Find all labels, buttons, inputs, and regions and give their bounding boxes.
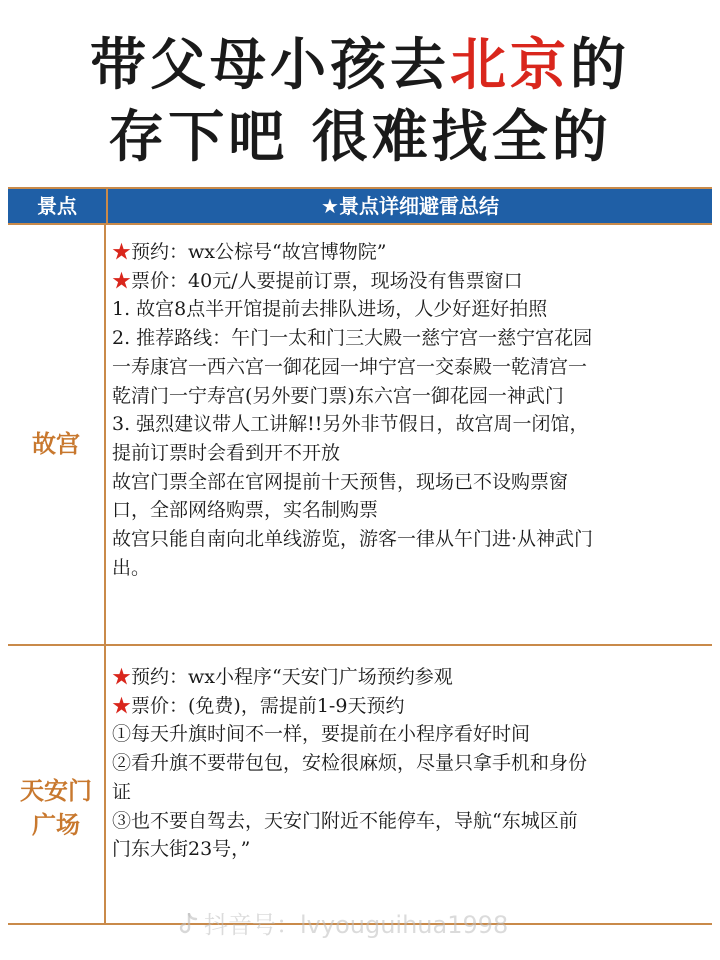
- detail-line: 口，全部网络购票，实名制购票: [112, 499, 379, 522]
- detail-line: 一寿康宫一西六宫一御花园一坤宁宫一交泰殿一乾清宫一: [112, 355, 588, 378]
- attraction-name-gugong: [8, 427, 104, 461]
- title-line-1-end: 的: [570, 33, 630, 98]
- detail-text: 预约：wx小程序“天安门广场预约参观: [131, 666, 453, 688]
- detail-line: 乾清门一宁寿宫(另外要门票)东六宫一御花园一神武门: [112, 384, 564, 407]
- title-line-2: 存下吧 很难找全的: [108, 105, 612, 170]
- attraction-name-tiananmen: [8, 774, 104, 842]
- attraction-name-line: 天安门: [20, 777, 92, 805]
- title-line-1-start: 带父母小孩去: [90, 33, 450, 98]
- header-attraction: 景点: [8, 189, 108, 223]
- detail-line: 提前订票时会看到开不开放: [112, 441, 341, 464]
- star-icon: ★: [112, 694, 132, 717]
- column-divider: [104, 223, 106, 923]
- watermark-id: lvyouguihua1998: [300, 911, 509, 939]
- attraction-details-gugong: [112, 238, 706, 582]
- detail-text: 预约：wx公棕号“故宫博物院”: [131, 241, 387, 263]
- detail-line: [112, 663, 706, 692]
- detail-line: ③也不要自驾去，天安门附近不能停车，导航“东城区前: [112, 809, 578, 832]
- table-header: [8, 187, 712, 225]
- star-icon: ★: [112, 269, 132, 292]
- page-title: [0, 30, 720, 174]
- star-icon: ★: [112, 241, 132, 263]
- detail-line: 证: [112, 780, 132, 803]
- detail-line: 门东大街23号，”: [112, 838, 251, 861]
- detail-line: 3. 强烈建议带人工讲解!!另外非节假日，故宫周一闭馆，: [112, 413, 589, 436]
- detail-line: 故宫只能自南向北单线游览，游客一律从午门进·从神武门: [112, 528, 594, 551]
- detail-line: 故宫门票全部在官网提前十天预售，现场已不设购票窗: [112, 470, 569, 493]
- detail-line: [112, 692, 706, 721]
- attraction-details-tiananmen: [112, 663, 706, 864]
- douyin-watermark: [178, 905, 508, 940]
- title-highlight-beijing: 北京: [450, 33, 570, 98]
- watermark-label: 抖音号：: [204, 911, 300, 939]
- detail-line: ①每天升旗时间不一样，要提前在小程序看好时间: [112, 723, 531, 746]
- attraction-name-line: 故宫: [32, 430, 80, 458]
- douyin-logo-icon: [178, 913, 198, 937]
- header-summary: ★景点详细避雷总结: [321, 194, 499, 218]
- star-icon: ★: [112, 666, 132, 688]
- detail-line: [112, 267, 706, 296]
- detail-line: [112, 238, 706, 267]
- detail-line: 1. 故宫8点半开馆提前去排队进场，人少好逛好拍照: [112, 298, 548, 321]
- detail-text: 票价：40元/人要提前订票，现场没有售票窗口: [131, 269, 523, 292]
- detail-line: ②看升旗不要带包包，安检很麻烦，尽量只拿手机和身份: [112, 752, 588, 775]
- detail-line: 出。: [112, 556, 151, 579]
- row-divider: [8, 644, 712, 646]
- attraction-name-line: 广场: [32, 811, 80, 839]
- title-line-1: [0, 30, 720, 102]
- detail-line: 2. 推荐路线：午门一太和门三大殿一慈宁宫一慈宁宫花园: [112, 327, 593, 350]
- detail-text: 票价：(免费)，需提前1-9天预约: [131, 694, 405, 717]
